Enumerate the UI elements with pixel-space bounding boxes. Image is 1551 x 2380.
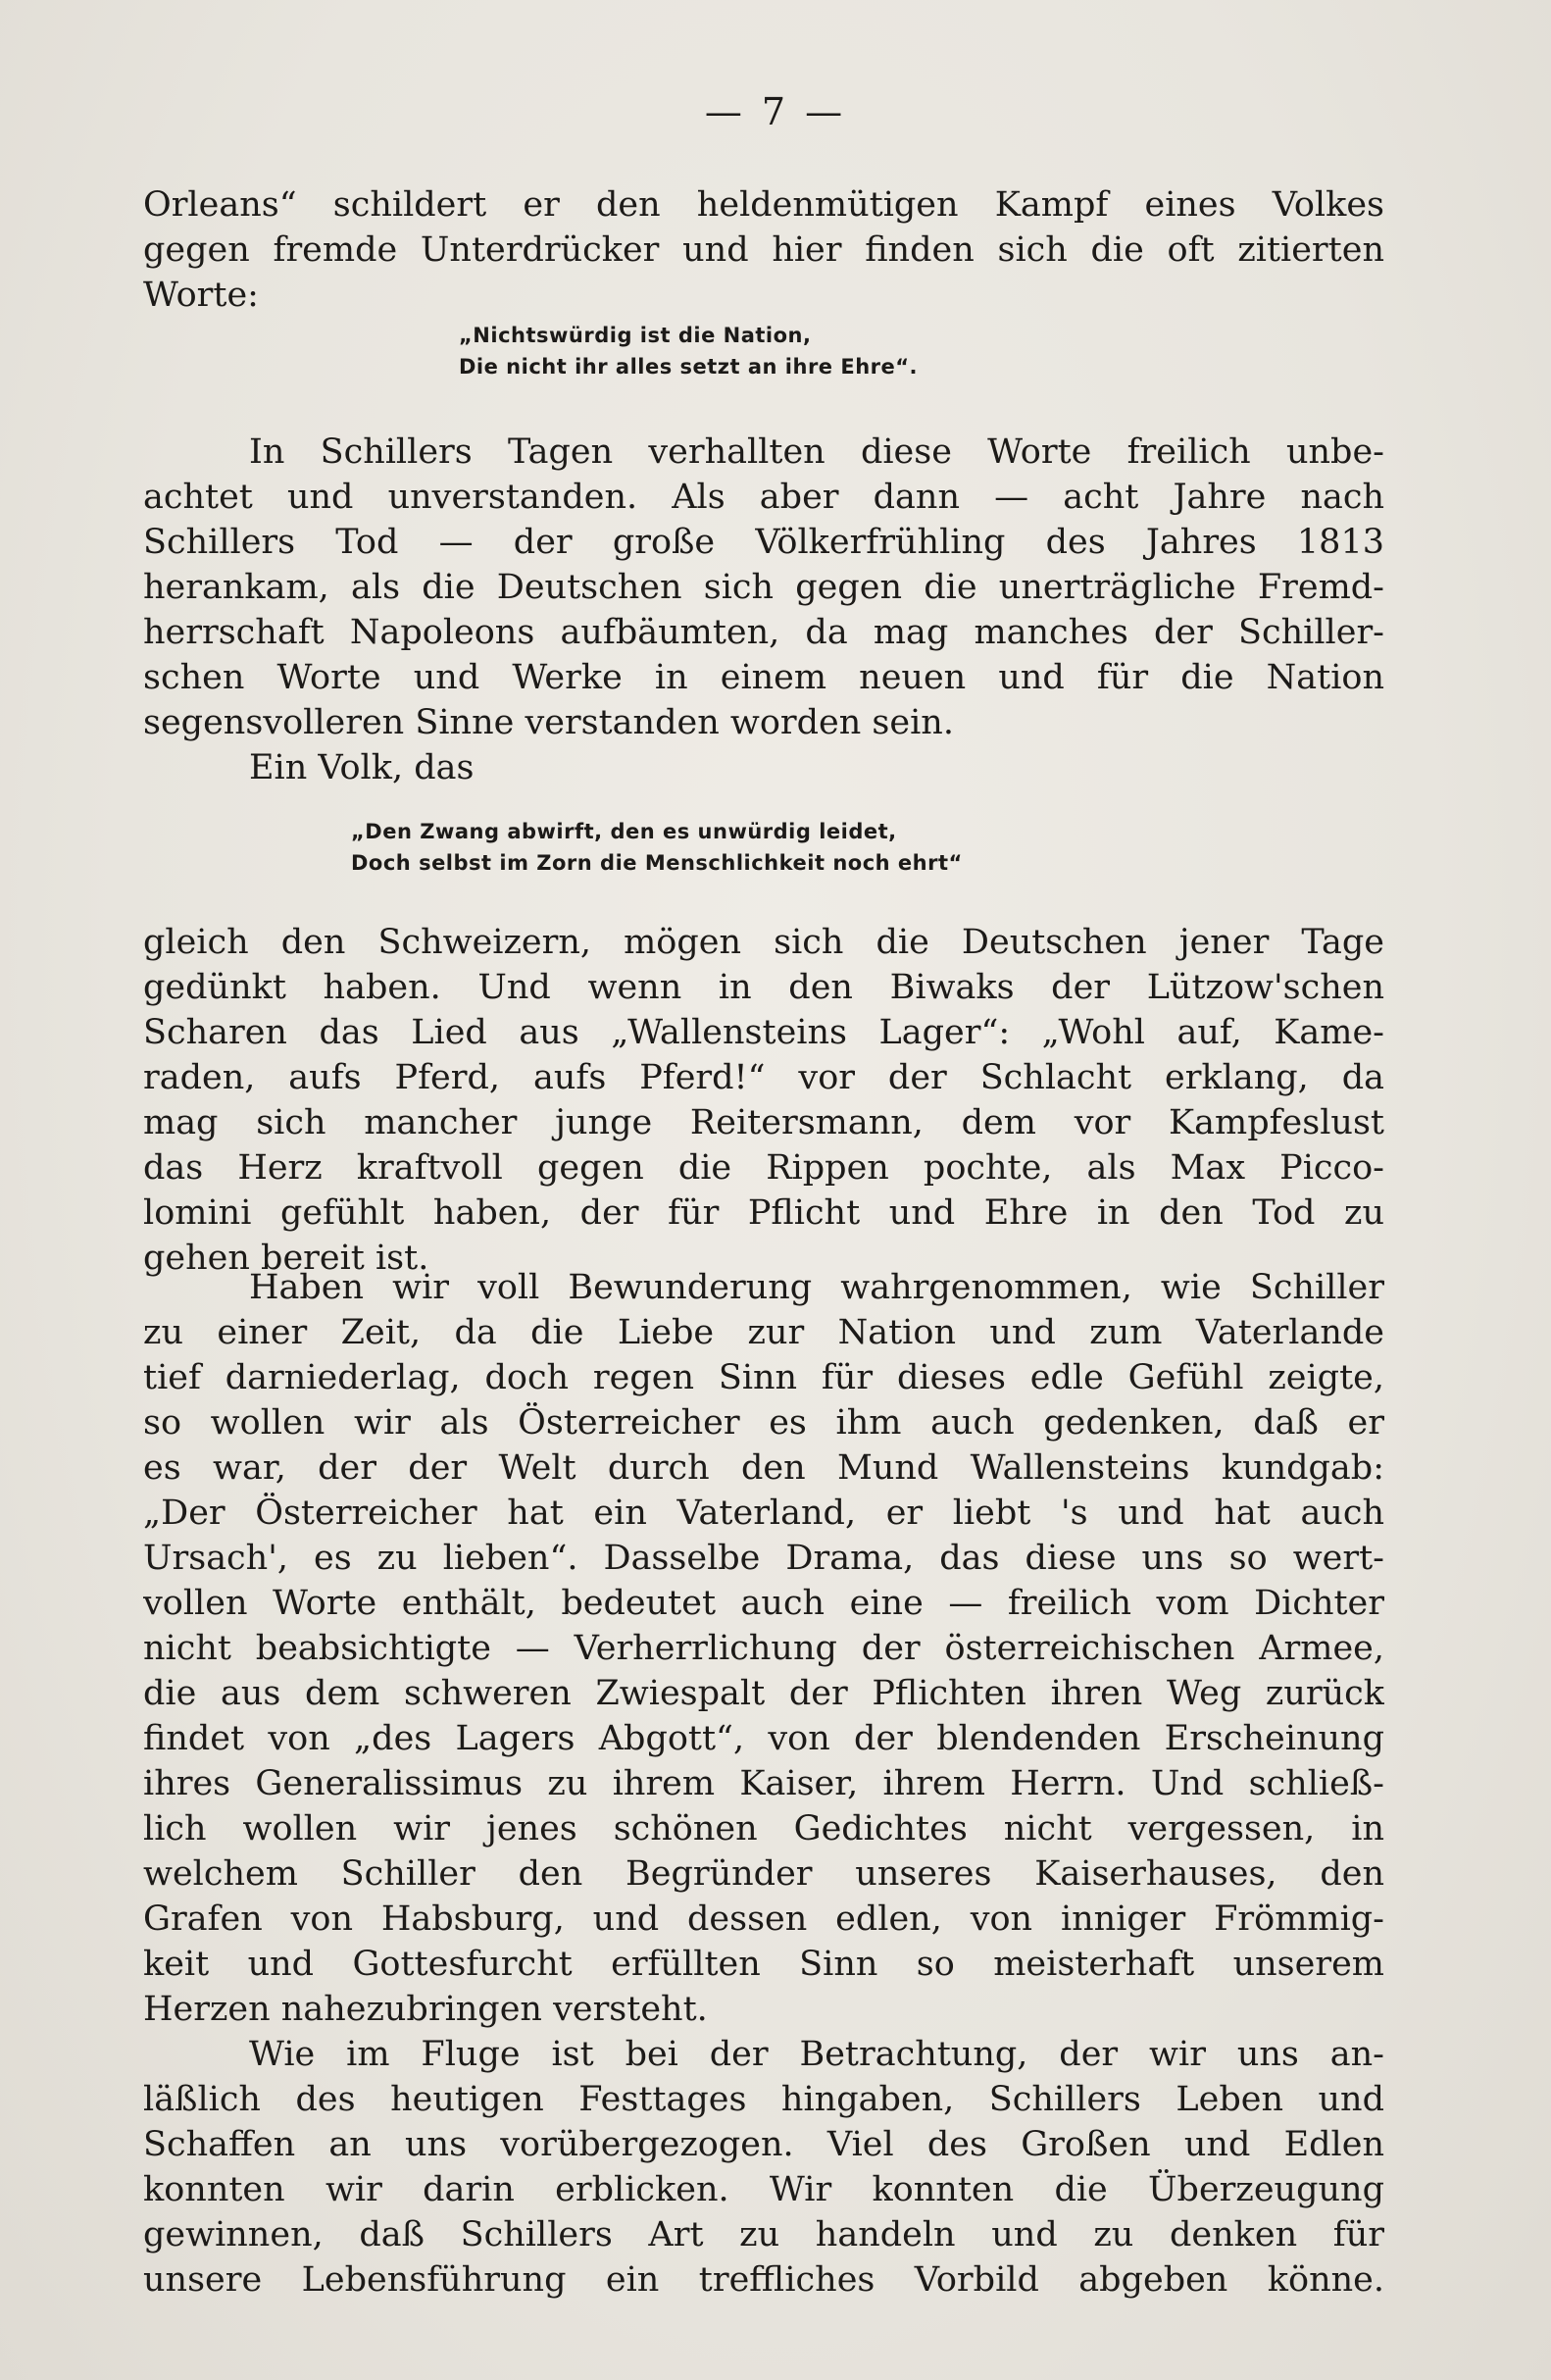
text-line: gleich den Schweizern, mögen sich die Deutschen jener Tage	[143, 923, 1384, 962]
text-line: raden, aufs Pferd, aufs Pferd!“ vor der Schlacht erklang, da	[143, 1058, 1384, 1097]
text-line: läßlich des heutigen Festtages hingaben, Schillers Leben und	[143, 2080, 1384, 2119]
text-line: segensvolleren Sinne verstanden worden sein.	[143, 703, 954, 742]
text-line: mag sich mancher junge Reitersmann, dem vor Kampfeslust	[143, 1103, 1384, 1142]
text-line: schen Worte und Werke in einem neuen und für die Nation	[143, 658, 1384, 697]
text-line: lomini gefühlt haben, der für Pflicht und Ehre in den Tod zu	[143, 1193, 1384, 1233]
text-line: In Schillers Tagen verhallten diese Worte freilich unbe-	[249, 432, 1384, 472]
verse-line: Doch selbst im Zorn die Menschlichkeit noch ehrt“	[351, 851, 963, 875]
text-line: welchem Schiller den Begründer unseres Kaiserhauses, den	[143, 1854, 1384, 1894]
text-line: vollen Worte enthält, bedeutet auch eine — freilich vom Dichter	[143, 1584, 1384, 1623]
text-line: findet von „des Lagers Abgott“, von der blendenden Erscheinung	[143, 1719, 1384, 1758]
text-line: die aus dem schweren Zwiespalt der Pflichten ihren Weg zurück	[143, 1674, 1384, 1713]
page-number: — 7 —	[704, 90, 847, 133]
text-line: Herzen nahezubringen versteht.	[143, 1990, 708, 2029]
text-line: Orleans“ schildert er den heldenmütigen Kampf eines Volkes	[143, 185, 1384, 225]
text-line: gegen fremde Unterdrücker und hier finden sich die oft zitierten	[143, 230, 1384, 270]
text-line: das Herz kraftvoll gegen die Rippen pochte, als Max Picco-	[143, 1148, 1384, 1188]
text-line: zu einer Zeit, da die Liebe zur Nation und zum Vaterlande	[143, 1313, 1384, 1352]
text-line: konnten wir darin erblicken. Wir konnten die Überzeugung	[143, 2170, 1384, 2209]
verse-quote-1	[459, 320, 918, 382]
text-line: gewinnen, daß Schillers Art zu handeln und zu denken für	[143, 2215, 1384, 2254]
text-line: Ursach', es zu lieben“. Dasselbe Drama, das diese uns so wert-	[143, 1539, 1384, 1578]
text-line: Schaffen an uns vorübergezogen. Viel des Großen und Edlen	[143, 2125, 1384, 2164]
paragraph-2	[143, 430, 1384, 745]
text-line: gehen bereit ist.	[143, 1239, 429, 1278]
paragraph-5	[143, 1265, 1384, 2032]
text-line: so wollen wir als Österreicher es ihm auch gedenken, daß er	[143, 1403, 1384, 1443]
text-line: Wie im Fluge ist bei der Betrachtung, der wir uns an-	[249, 2035, 1384, 2074]
text-line: herrschaft Napoleons aufbäumten, da mag manches der Schiller-	[143, 613, 1384, 652]
text-line: Schillers Tod — der große Völkerfrühling des Jahres 1813	[143, 523, 1384, 562]
text-line: lich wollen wir jenes schönen Gedichtes nicht vergessen, in	[143, 1809, 1384, 1848]
paragraph-3	[143, 745, 1384, 790]
text-line: Grafen von Habsburg, und dessen edlen, von inniger Frömmig-	[143, 1899, 1384, 1939]
text-line: unsere Lebensführung ein treffliches Vorbild abgeben könne.	[143, 2260, 1384, 2300]
paragraph-6	[143, 2032, 1384, 2303]
text-line: gedünkt haben. Und wenn in den Biwaks der Lützow'schen	[143, 968, 1384, 1007]
paragraph-1	[143, 182, 1384, 318]
text-line: keit und Gottesfurcht erfüllten Sinn so meisterhaft unserem	[143, 1945, 1384, 1984]
verse-line: „Nichtswürdig ist die Nation,	[459, 324, 812, 347]
text-line: Ein Volk, das	[249, 748, 475, 787]
text-line: achtet und unverstanden. Als aber dann — acht Jahre nach	[143, 478, 1384, 517]
text-line: „Der Österreicher hat ein Vaterland, er liebt 's und hat auch	[143, 1494, 1384, 1533]
text-line: ihres Generalissimus zu ihrem Kaiser, ihrem Herrn. Und schließ-	[143, 1764, 1384, 1803]
verse-line: „Den Zwang abwirft, den es unwürdig leidet,	[351, 820, 897, 843]
text-line: nicht beabsichtigte — Verherrlichung der österreichischen Armee,	[143, 1629, 1384, 1668]
verse-line: Die nicht ihr alles setzt an ihre Ehre“.	[459, 355, 919, 379]
text-line: tief darniederlag, doch regen Sinn für dieses edle Gefühl zeigte,	[143, 1358, 1384, 1397]
text-line: Worte:	[143, 276, 259, 315]
text-line: herankam, als die Deutschen sich gegen die unerträgliche Fremd-	[143, 568, 1384, 607]
text-line: es war, der der Welt durch den Mund Wallensteins kundgab:	[143, 1448, 1384, 1488]
text-line: Scharen das Lied aus „Wallensteins Lager“: „Wohl auf, Kame-	[143, 1013, 1384, 1052]
paragraph-4	[143, 920, 1384, 1281]
text-line: Haben wir voll Bewunderung wahrgenommen, wie Schiller	[249, 1268, 1384, 1307]
verse-quote-2	[351, 816, 963, 879]
